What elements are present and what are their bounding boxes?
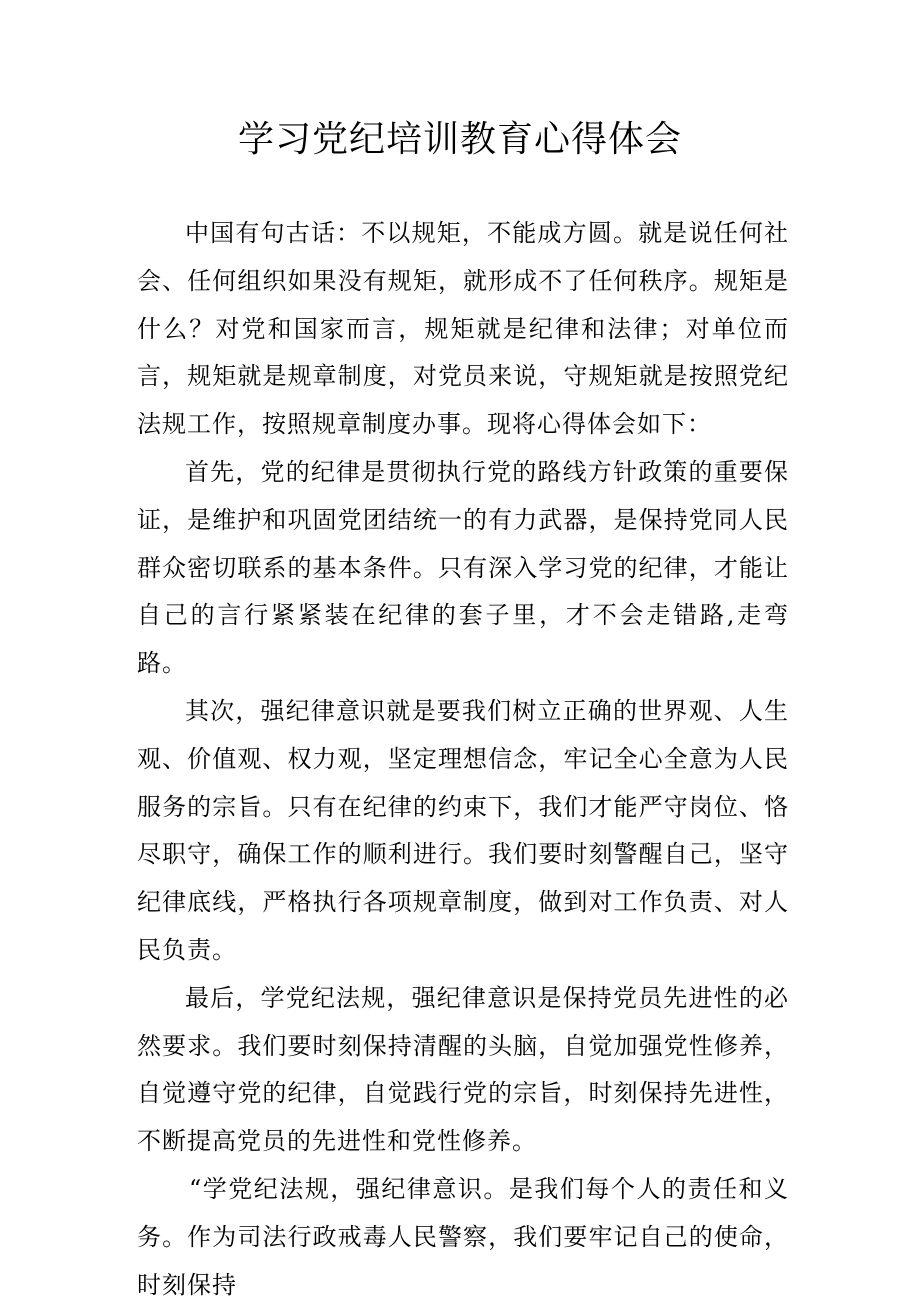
paragraph-first: 首先，党的纪律是贯彻执行党的路线方针政策的重要保证，是维护和巩固党团结统一的有力武器，是保持党同人民群众密切联系的基本条件。只有深入学习党的纪律，才能让自己的言行紧紧装在纪律的套子里，才不会走错路,走弯路。 (137, 457, 789, 678)
paragraph-intro: 中国有句古话：不以规矩，不能成方圆。就是说任何社会、任何组织如果没有规矩，就形成不了任何秩序。规矩是什么？对党和国家而言，规矩就是纪律和法律；对单位而言，规矩就是规章制度，对党员来说，守规矩就是按照党纪法规工作，按照规章制度办事。现将心得体会如下： (137, 219, 789, 439)
document-title: 学习党纪培训教育心得体会 (237, 119, 682, 160)
paragraph-second: 其次，强纪律意识就是要我们树立正确的世界观、人生观、价值观、权力观，坚定理想信念，牢记全心全意为人民服务的宗旨。只有在纪律的约束下，我们才能严守岗位、恪尽职守，确保工作的顺利进行。我们要时刻警醒自己，坚守纪律底线，严格执行各项规章制度，做到对工作负责、对人民负责。 (137, 696, 789, 964)
document-body (137, 210, 789, 1309)
paragraph-last: 最后，学党纪法规，强纪律意识是保持党员先进性的必然要求。我们要时刻保持清醒的头脑，自觉加强党性修养，自觉遵守党的纪律，自觉践行党的宗旨，时刻保持先进性，不断提高党员的先进性和党性修养。 (137, 983, 789, 1156)
paragraph-quote: “学党纪法规，强纪律意识。是我们每个人的责任和义务。作为司法行政戒毒人民警察，我们要牢记自己的使命，时刻保持 (137, 1174, 789, 1299)
